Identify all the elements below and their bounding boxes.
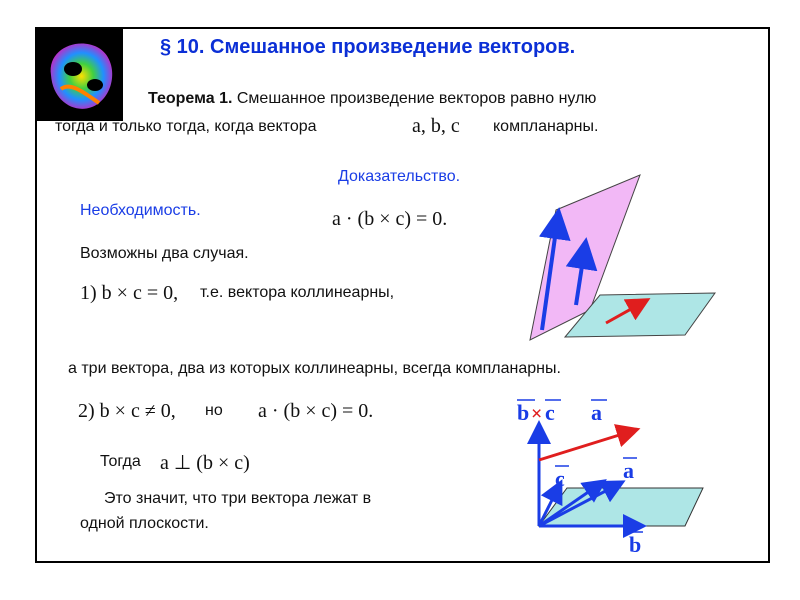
label-a-mid: a (623, 458, 634, 483)
cross-product-diagram (505, 390, 725, 560)
theorem-line2-start: тогда и только тогда, когда вектора (55, 118, 317, 135)
label-b-bottom: b (629, 532, 642, 557)
label-bxc-b: b (517, 400, 530, 425)
two-cases-text: Возможны два случая. (80, 245, 249, 262)
label-bxc-c: c (545, 400, 555, 425)
planes-diagram (500, 165, 730, 345)
theorem-line2-end: компланарны. (493, 118, 599, 135)
conclusion-line2: одной плоскости. (80, 515, 209, 532)
necessity-math: a · (b × c) = 0. (332, 208, 448, 230)
case2-math2: a · (b × c) = 0. (258, 400, 374, 422)
case1-text: т.е. вектора коллинеарны, (200, 284, 395, 301)
vector-a-top-arrow (539, 432, 629, 460)
theorem-vectors: a, b, c (412, 115, 460, 137)
case2-but: но (205, 402, 223, 419)
slide-title: § 10. Смешанное произведение векторов. (160, 36, 576, 58)
necessity-heading: Необходимость. (80, 202, 201, 219)
then-label: Тогда (100, 453, 141, 470)
theorem-line1 (148, 90, 596, 108)
label-c: c (555, 466, 565, 491)
cyan-plane-2 (539, 488, 703, 526)
surface-logo-icon (37, 29, 123, 121)
then-math: a ⊥ (b × c) (160, 452, 250, 474)
label-a-top: a (591, 400, 602, 425)
case2-math: 2) b × c ≠ 0, (78, 400, 176, 422)
proof-heading: Доказательство. (338, 168, 461, 185)
case1-math: 1) b × c = 0, (80, 282, 179, 304)
case1-conclusion: а три вектора, два из которых коллинеарны, всегда компланарны. (68, 360, 561, 377)
theorem-text: Смешанное произведение векторов равно нулю (232, 90, 597, 107)
conclusion-line1: Это значит, что три вектора лежат в (104, 490, 372, 507)
label-bxc-x: × (531, 403, 543, 425)
theorem-label: Теорема 1. (148, 90, 233, 107)
